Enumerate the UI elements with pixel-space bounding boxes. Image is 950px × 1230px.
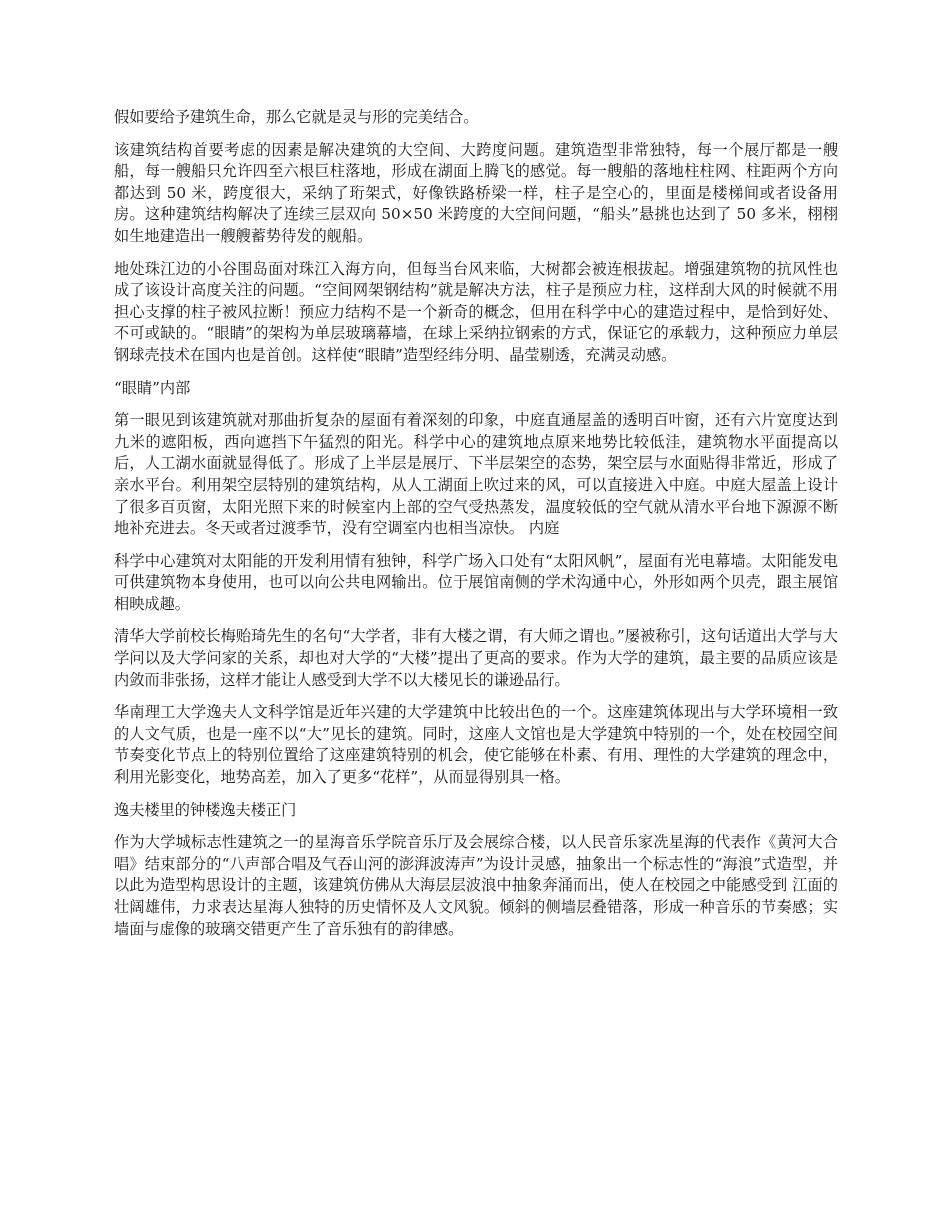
paragraph-solar-energy: 科学中心建筑对太阳能的开发利用情有独钟，科学广场入口处有“太阳风帆”，屋面有光电幕墙。太阳能发电可供建筑物本身使用，也可以向公共电网输出。位于展馆南侧的学术沟通中心，外形如两个贝壳，跟主展馆相映成趣。 (114, 551, 838, 613)
paragraph-intro: 假如要给予建筑生命，那么它就是灵与形的完美结合。 (114, 108, 479, 126)
caption-eye-interior: “眼睛”内部 (114, 378, 191, 397)
document-body (114, 107, 838, 951)
paragraph-xinghai-concert-hall: 作为大学城标志性建筑之一的星海音乐学院音乐厅及会展综合楼，以人民音乐家冼星海的代表作《黄河大合唱》结束部分的“八声部合唱及气吞山河的澎湃波涛声”为设计灵感，抽象出一个标志性的“海浪”式造型，并以此为造型构思设计的主题，该建筑仿佛从大海层层波浪中抽象奔涌而出，使人在校园之中能感受到 江面的壮阔雄伟，力求表达星海人独特的历史情怀及人文风貌。倾斜的侧墙层叠错落，形成一种音乐的节奏感；实墙面与虚像的玻璃交错更产生了音乐独有的韵律感。 (114, 833, 838, 938)
paragraph-wind-resistance: 地处珠江边的小谷围岛面对珠江入海方向，但每当台风来临，大树都会被连根拔起。增强建筑物的抗风性也成了该设计高度关注的问题。“空间网架钢结构”就是解决方法，柱子是预应力柱，这样刮大风的时候就不用担心支撑的柱子被风拉断！预应力结构不是一个新奇的概念，但用在科学中心的建造过程中，是恰到好处、不可或缺的。“眼睛”的架构为单层玻璃幕墙，在球上采纳拉钢索的方式，保证它的承载力，这种预应力单层钢球壳技术在国内也是首创。这样使“眼睛”造型经纬分明、晶莹剔透，充满灵动感。 (114, 259, 838, 364)
paragraph-tsinghua-quote: 清华大学前校长梅贻琦先生的名句“大学者，非有大楼之谓，有大师之谓也。”屡被称引，这句话道出大学与大学问以及大学问家的关系，却也对大学的“大楼”提出了更高的要求。作为大学的建筑，最主要的品质应该是内敛而非张扬，这样才能让人感受到大学不以大楼见长的谦逊品行。 (114, 627, 838, 689)
caption-clock-tower: 逸夫楼里的钟楼逸夫楼正门 (114, 800, 297, 819)
paragraph-structure: 该建筑结构首要考虑的因素是解决建筑的大空间、大跨度问题。建筑造型非常独特，每一个展厅都是一艘船，每一艘船只允许四至六根巨柱落地，形成在湖面上腾飞的感觉。每一艘船的落地柱柱网、柱距两个方向都达到 50 米，跨度很大，采纳了珩架式，好像铁路桥梁一样，柱子是空心的，里面是楼梯间或者设备用房。这种建筑结构解决了连续三层双向 50×50 米跨度的大空间问题，“船头”悬挑也达到了 50 多米，栩栩如生地建造出一艘艘蓄势待发的舰船。 (114, 140, 838, 245)
paragraph-roof-ventilation: 第一眼见到该建筑就对那曲折复杂的屋面有着深刻的印象，中庭直通屋盖的透明百叶窗，还有六片宽度达到九米的遮阳板，西向遮挡下午猛烈的阳光。科学中心的建筑地点原来地势比较低洼，建筑物水平面提高以后，人工湖水面就显得低了。形成了上半层是展厅、下半层架空的态势，架空层与水面贴得非常近，形成了亲水平台。利用架空层特别的建筑结构，从人工湖面上吹过来的风，可以直接进入中庭。中庭大屋盖上设计了很多百页窗，太阳光照下来的时候室内上部的空气受热蒸发，温度较低的空气就从清水平台地下源源不断地补充进去。冬天或者过渡季节，没有空调室内也相当凉快。 内庭 (114, 411, 838, 538)
paragraph-yifu-hall: 华南理工大学逸夫人文科学馆是近年兴建的大学建筑中比较出色的一个。这座建筑体现出与大学环境相一致的人文气质，也是一座不以“大”见长的建筑。同时，这座人文馆也是大学建筑中特别的一个，处在校园空间节奏变化节点上的特别位置给了这座建筑特别的机会，使它能够在朴素、有用、理性的大学建筑的理念中，利用光影变化，地势高差，加入了更多“花样”，从而显得别具一格。 (114, 703, 838, 787)
